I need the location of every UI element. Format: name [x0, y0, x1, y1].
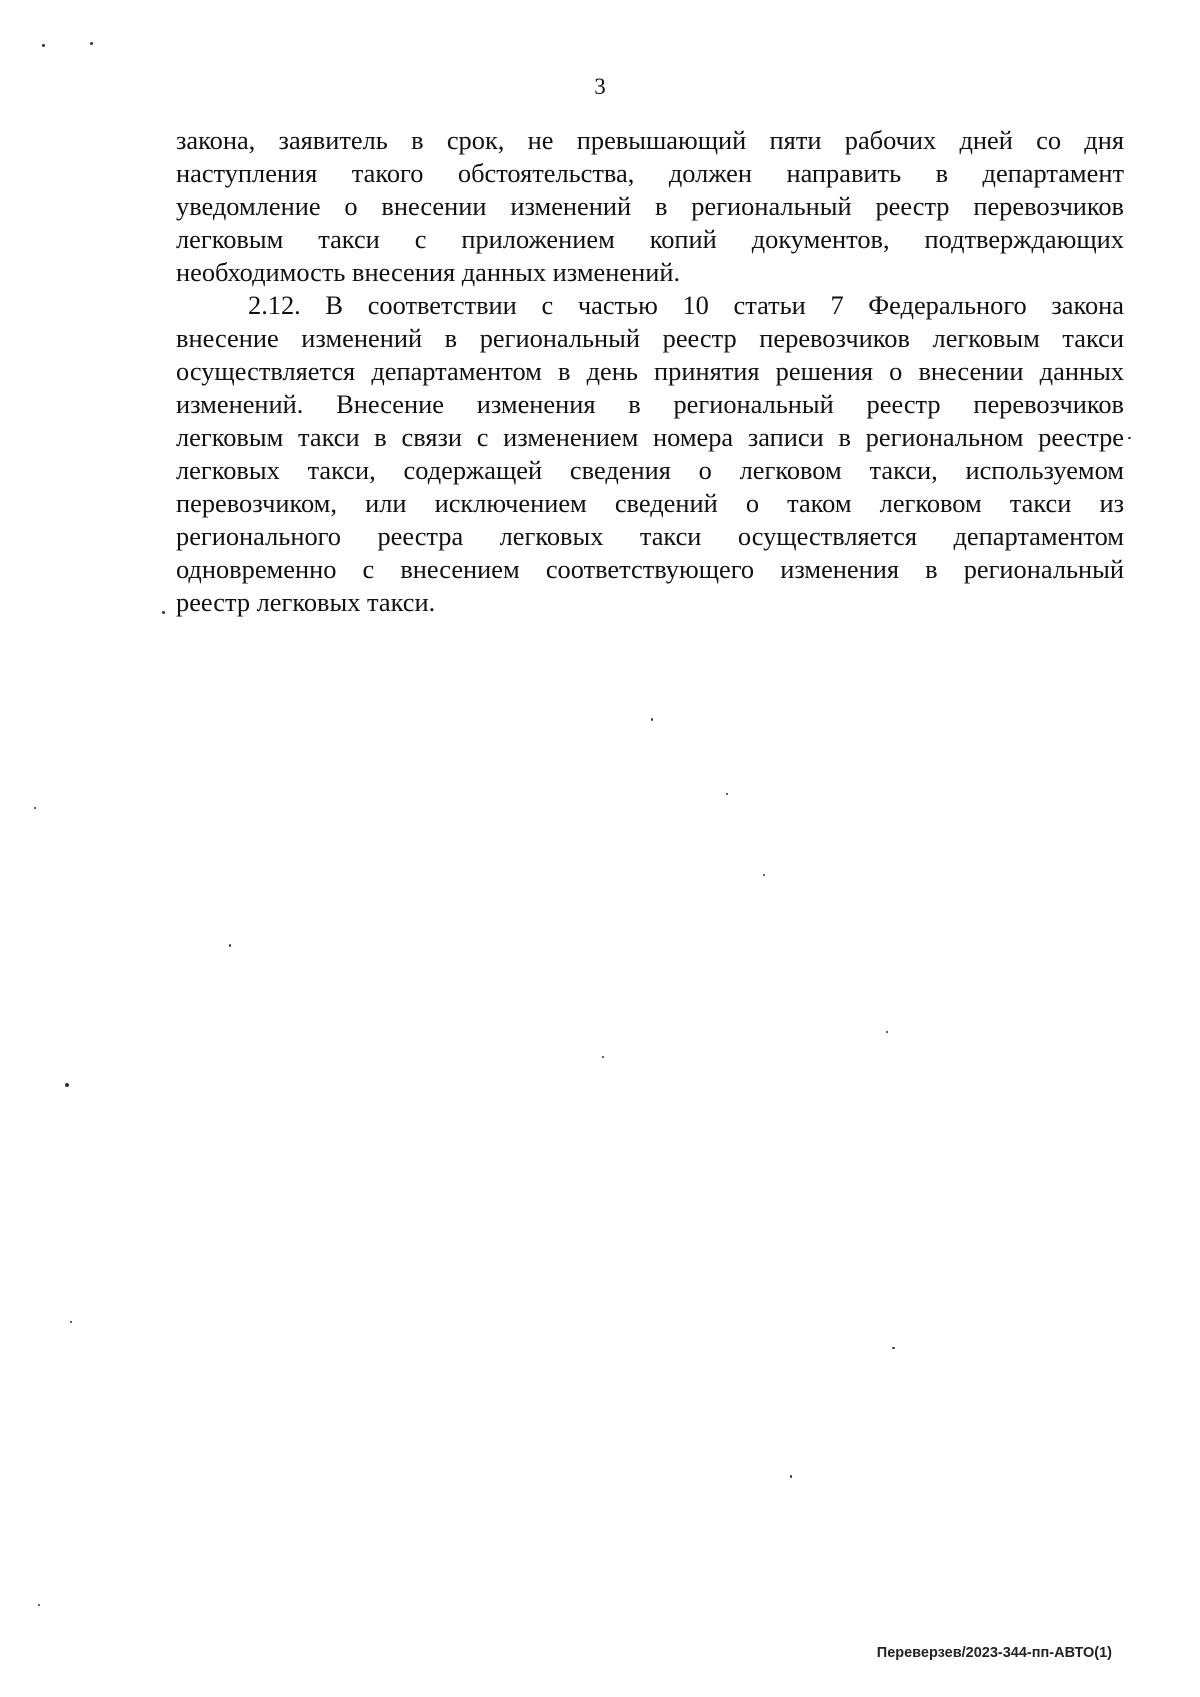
scan-speck — [90, 42, 93, 45]
scan-speck — [38, 1604, 40, 1606]
scan-speck — [65, 1083, 69, 1087]
text-line: необходимость внесения данных изменений. — [176, 257, 681, 287]
scan-speck — [892, 1347, 895, 1349]
text-line: реестр легковых такси. — [176, 587, 436, 617]
document-body — [176, 124, 1124, 619]
page-number: 3 — [594, 74, 606, 99]
text-line: регионального реестра легковых такси осуществляется департаментом — [176, 521, 1124, 551]
scan-speck — [726, 793, 728, 795]
text-line: изменений. Внесение изменения в региональный реестр перевозчиков — [176, 389, 1124, 419]
scan-speck — [162, 611, 165, 614]
scan-speck — [42, 44, 45, 47]
document-reference-code: Переверзев/2023-344-пп-АВТО(1) — [876, 1645, 1112, 1661]
scan-speck — [1128, 437, 1131, 439]
text-line: закона, заявитель в срок, не превышающий пяти рабочих дней со дня — [176, 125, 1124, 155]
text-line: легковых такси, содержащей сведения о легковом такси, используемом — [176, 455, 1124, 485]
text-line: легковым такси с приложением копий документов, подтверждающих — [176, 224, 1124, 254]
scan-speck — [651, 718, 653, 721]
scan-speck — [229, 944, 231, 947]
scan-speck — [790, 1475, 792, 1478]
scan-speck — [763, 874, 765, 876]
text-line: одновременно с внесением соответствующего изменения в региональный — [176, 554, 1124, 584]
scan-speck — [602, 1056, 604, 1058]
text-line: 2.12. В соответствии с частью 10 статьи 7 Федерального закона — [248, 290, 1124, 320]
scan-speck — [34, 807, 36, 809]
text-line: перевозчиком, или исключением сведений о таком легковом такси из — [176, 488, 1124, 518]
text-line: уведомление о внесении изменений в региональный реестр перевозчиков — [176, 191, 1124, 221]
text-line: наступления такого обстоятельства, должен направить в департамент — [176, 158, 1124, 188]
text-line: легковым такси в связи с изменением номера записи в региональном реестре — [176, 422, 1124, 452]
paragraph-2-12 — [176, 289, 1124, 619]
scan-speck — [70, 1321, 72, 1323]
scan-speck — [886, 1031, 888, 1033]
text-line: внесение изменений в региональный реестр перевозчиков легковым такси — [176, 323, 1124, 353]
paragraph-1 — [176, 124, 1124, 289]
text-line: осуществляется департаментом в день принятия решения о внесении данных — [176, 356, 1124, 386]
